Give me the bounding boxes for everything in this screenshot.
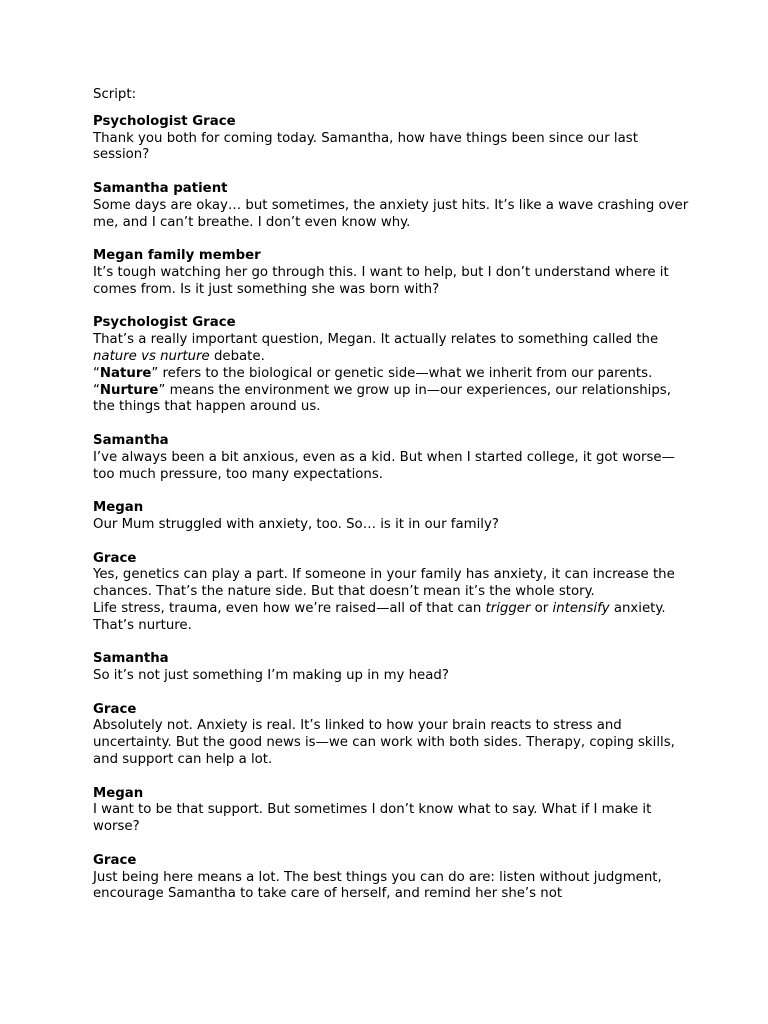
dialogue-entry	[93, 433, 693, 483]
text-run: debate.	[209, 348, 265, 364]
dialogue-entry	[93, 181, 693, 231]
speaker-name: Megan family member	[93, 248, 261, 264]
dialogue-entry	[93, 500, 693, 534]
text-run: Life stress, trauma, even how we’re raised—all of that can	[93, 600, 486, 616]
dialogue-text: Our Mum struggled with anxiety, too. So… is it in our family?	[93, 516, 499, 532]
speaker-name: Megan	[93, 500, 144, 516]
dialogue-text: I’ve always been a bit anxious, even as a kid. But when I started college, it got worse—too much pressure, too many expectations.	[93, 449, 675, 482]
dialogue-entry	[93, 114, 693, 164]
dialogue-text	[93, 601, 693, 635]
dialogue-text	[93, 332, 693, 366]
speaker-name: Samantha patient	[93, 180, 228, 196]
bold-term: Nature	[99, 365, 152, 381]
open-quote: “	[93, 382, 100, 398]
dialogue-text: So it’s not just something I’m making up in my head?	[93, 668, 449, 684]
speaker-name: Samantha	[93, 651, 169, 667]
dialogue-entry	[93, 702, 693, 769]
dialogue-text: Just being here means a lot. The best things you can do are: listen without judgment, encourage Samantha to take care of herself, and remind her she’s not	[93, 869, 662, 902]
text-run: ” refers to the biological or genetic side—what we inherit from our parents.	[151, 365, 653, 381]
bold-term: Nurture	[99, 382, 159, 398]
dialogue-text	[93, 383, 693, 417]
speaker-name: Psychologist Grace	[93, 113, 236, 129]
dialogue-text: It’s tough watching her go through this. I want to help, but I don’t understand where it comes from. Is it just something she was born with?	[93, 264, 669, 297]
speaker-name: Grace	[93, 550, 137, 566]
open-quote: “	[93, 365, 100, 381]
dialogue-text	[93, 366, 693, 383]
dialogue-entry	[93, 551, 693, 635]
italic-term: trigger	[485, 600, 531, 616]
dialogue-text: Thank you both for coming today. Samantha, how have things been since our last session?	[93, 130, 638, 163]
dialogue-entry	[93, 315, 693, 416]
text-run: or	[530, 600, 553, 616]
italic-term: intensify	[552, 600, 610, 616]
dialogue-entry	[93, 786, 693, 836]
dialogue-text: Absolutely not. Anxiety is real. It’s linked to how your brain reacts to stress and uncertainty. But the good news is—we can work with both sides. Therapy, coping skills, and support can help a lot.	[93, 718, 675, 768]
speaker-name: Grace	[93, 852, 137, 868]
speaker-name: Megan	[93, 785, 144, 801]
dialogue-entry	[93, 651, 693, 685]
script-heading: Script:	[93, 87, 137, 102]
dialogue-entry	[93, 248, 693, 298]
document-page	[93, 87, 693, 920]
dialogue-text: Yes, genetics can play a part. If someone in your family has anxiety, it can increase the chances. That’s the nature side. But that doesn’t mean it’s the whole story.	[93, 567, 675, 600]
speaker-name: Grace	[93, 701, 137, 717]
dialogue-entry	[93, 853, 693, 903]
italic-term: nature vs nurture	[93, 348, 210, 364]
speaker-name: Samantha	[93, 432, 169, 448]
text-run: anxiety. That’s nurture.	[93, 600, 666, 633]
text-run: That’s a really important question, Megan. It actually relates to something called the	[93, 332, 659, 348]
dialogue-text: Some days are okay… but sometimes, the anxiety just hits. It’s like a wave crashing over me, and I can’t breathe. I don’t even know why.	[93, 197, 689, 230]
dialogue-text: I want to be that support. But sometimes I don’t know what to say. What if I make it worse?	[93, 802, 652, 835]
text-run: ” means the environment we grow up in—our experiences, our relationships, the things that happen around us.	[93, 382, 671, 415]
speaker-name: Psychologist Grace	[93, 315, 236, 331]
